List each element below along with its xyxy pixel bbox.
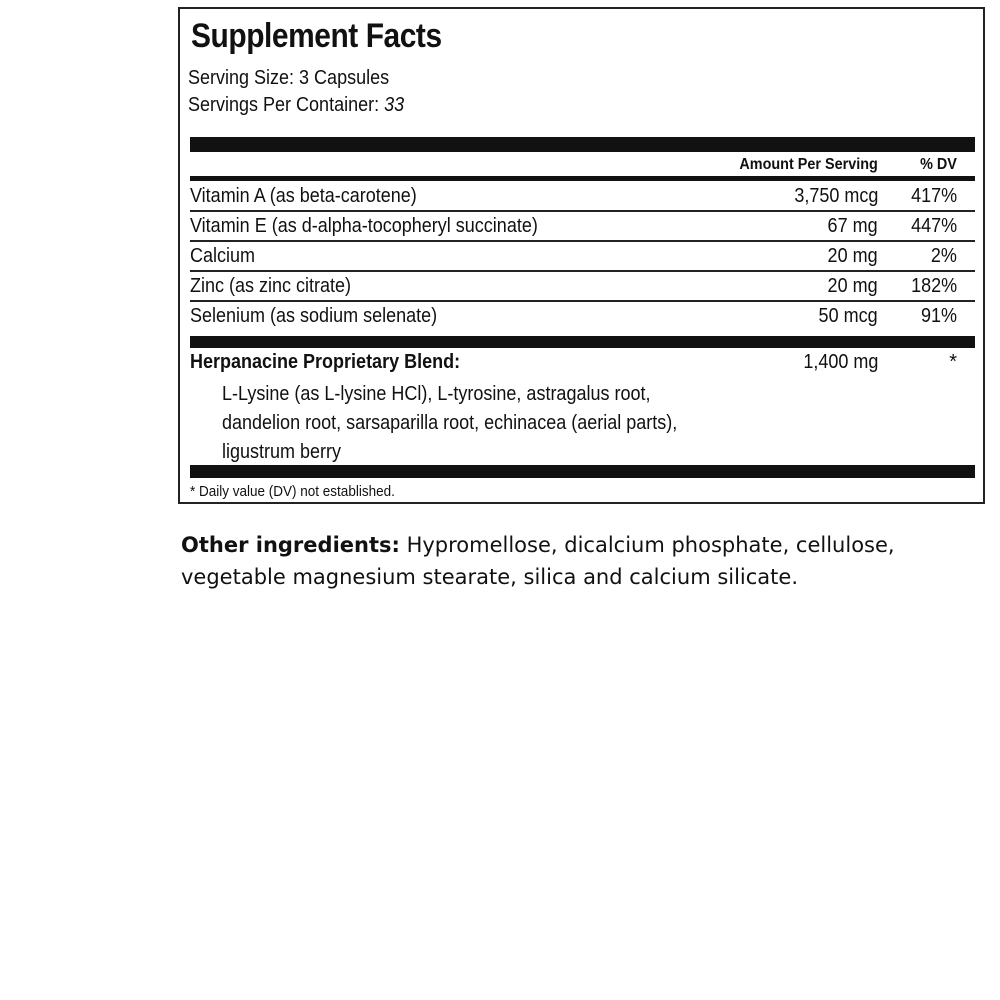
proprietary-blend-name: Herpanacine Proprietary Blend:: [190, 351, 461, 373]
percent-dv-header: % DV: [920, 156, 957, 173]
nutrient-dv: 2%: [930, 245, 957, 267]
serving-size: Serving Size: 3 Capsules: [188, 67, 390, 89]
nutrient-amount: 3,750 mcg: [793, 185, 878, 207]
other-ingredients-text: Hypromellose, dicalcium phosphate, cellulose,: [399, 533, 895, 557]
nutrient-dv: 447%: [910, 215, 957, 237]
nutrient-name: Selenium (as sodium selenate): [190, 305, 438, 327]
nutrient-name: Calcium: [190, 245, 256, 267]
other-ingredients-line: vegetable magnesium stearate, silica and calcium silicate.: [181, 565, 799, 589]
nutrient-dv: 417%: [910, 185, 957, 207]
other-ingredients-line: [181, 529, 971, 561]
nutrient-name: Zinc (as zinc citrate): [190, 275, 352, 297]
nutrient-row: [190, 302, 975, 332]
servings-per-container-value: 33: [384, 94, 405, 116]
nutrient-amount: 20 mg: [827, 245, 878, 267]
supplement-facts-panel: [178, 7, 985, 504]
nutrient-row: [190, 242, 975, 272]
amount-per-serving-header: Amount Per Serving: [739, 156, 878, 173]
nutrient-row: [190, 182, 975, 212]
nutrient-amount: 67 mg: [827, 215, 878, 237]
servings-per-container: [188, 94, 404, 117]
servings-per-container-label: Servings Per Container:: [188, 94, 380, 116]
nutrient-dv: 91%: [920, 305, 957, 327]
nutrient-row: [190, 272, 975, 302]
blend-ingredients-line: L-Lysine (as L-lysine HCl), L-tyrosine, astragalus root,: [222, 383, 651, 405]
blend-ingredients-line: dandelion root, sarsaparilla root, echinacea (aerial parts),: [222, 412, 678, 434]
thick-divider-bottom: [190, 465, 975, 478]
panel-title: Supplement Facts: [191, 17, 442, 55]
blend-divider: [190, 336, 975, 348]
nutrient-amount: 50 mcg: [818, 305, 878, 327]
nutrient-name: Vitamin A (as beta-carotene): [190, 185, 417, 207]
header-divider: [190, 176, 975, 181]
nutrient-name: Vitamin E (as d-alpha-tocopheryl succinate): [190, 215, 538, 237]
nutrient-amount: 20 mg: [827, 275, 878, 297]
nutrient-dv: 182%: [910, 275, 957, 297]
other-ingredients: [181, 529, 971, 593]
other-ingredients-label: Other ingredients:: [181, 533, 400, 557]
proprietary-blend-ingredients: [222, 380, 771, 467]
daily-value-footnote: * Daily value (DV) not established.: [190, 483, 395, 500]
blend-ingredients-line: ligustrum berry: [222, 441, 342, 463]
proprietary-blend-amount: 1,400 mg: [802, 351, 878, 373]
nutrient-row: [190, 212, 975, 242]
proprietary-blend-dv: *: [949, 351, 957, 373]
thick-divider-top: [190, 137, 975, 152]
